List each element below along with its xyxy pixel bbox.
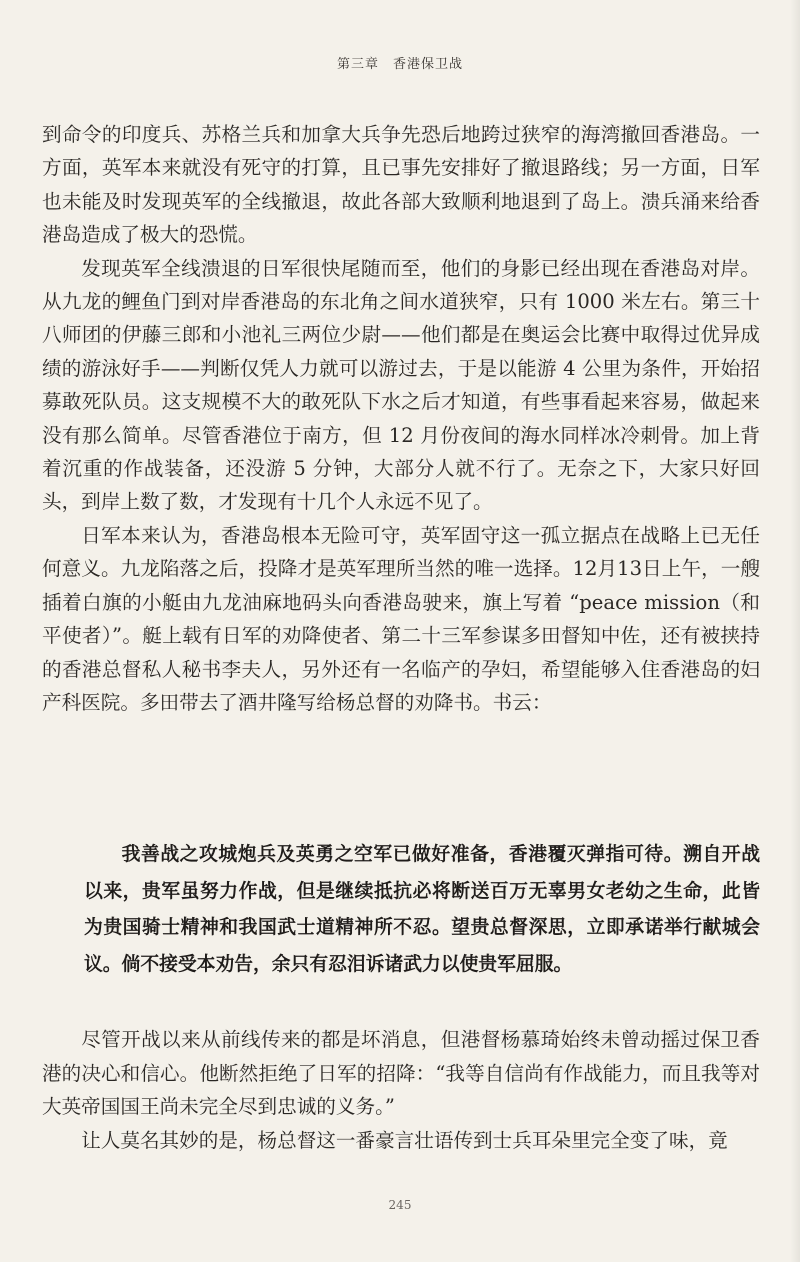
paragraph-5: 让人莫名其妙的是，杨总督这一番豪言壮语传到士兵耳朵里完全变了味，竟 xyxy=(81,1128,728,1152)
paragraph-2: 发现英军全线溃退的日军很快尾随而至，他们的身影已经出现在香港岛对岸。从九龙的鲤鱼门到对岸香港岛的东北角之间水道狭窄，只有 1000 米左右。第三十八师团的伊藤三郎和小池礼三两位少尉——他们都是在奥运会比赛中取得过优异成绩的游泳好手——判断仅凭人力就可以游过去，于是以能游 4 公里为条件，开始招募敢死队员。这支规模不大的敢死队下水之后才知道，有些事看起来容易，做起来没有那么简单。尽管香港位于南方，但 12 月份夜间的海水同样冰冷刺骨。加上背着沉重的作战装备，还没游 5 分钟，大部分人就不行了。无奈之下，大家只好回头，到岸上数了数，才发现有十几个人永远不见了。 xyxy=(42,256,760,514)
page-number: 245 xyxy=(388,1198,412,1212)
chapter-title: 香港保卫战 xyxy=(393,57,464,72)
page-edge-shadow xyxy=(790,0,800,1262)
block-quote xyxy=(84,836,760,982)
continuation-text xyxy=(42,1023,760,1157)
running-header xyxy=(0,53,800,72)
chapter-label: 第三章 xyxy=(336,57,379,72)
paragraph-3: 日军本来认为，香港岛根本无险可守，英军固守这一孤立据点在战略上已无任何意义。九龙陷落之后，投降才是英军理所当然的唯一选择。12月13日上午，一艘插着白旗的小艇由九龙油麻地码头向香港岛驶来，旗上写着 “peace mission（和平使者）”。艇上载有日军的劝降使者、第二十三军参谋多田督知中佐，还有被挟持的香港总督私人秘书李夫人，另外还有一名临产的孕妇，希望能够入住香港岛的妇产科医院。多田带去了酒井隆写给杨总督的劝降书。书云： xyxy=(42,523,760,714)
paragraph-1: 到命令的印度兵、苏格兰兵和加拿大兵争先恐后地跨过狭窄的海湾撤回香港岛。一方面，英军本来就没有死守的打算，且已事先安排好了撤退路线；另一方面，日军也未能及时发现英军的全线撤退，故此各部大致顺利地退到了岛上。溃兵涌来给香港岛造成了极大的恐慌。 xyxy=(42,123,760,247)
paragraph-4: 尽管开战以来从前线传来的都是坏消息，但港督杨慕琦始终未曾动摇过保卫香港的决心和信心。他断然拒绝了日军的招降：“我等自信尚有作战能力，而且我等对大英帝国国王尚未完全尽到忠诚的义务。” xyxy=(42,1028,760,1119)
main-text xyxy=(42,118,760,719)
quote-text: 我善战之攻城炮兵及英勇之空军已做好准备，香港覆灭弹指可待。溯自开战以来，贵军虽努力作战，但是继续抵抗必将断送百万无辜男女老幼之生命，此皆为贵国骑士精神和我国武士道精神所不忍。望贵总督深思，立即承诺举行献城会议。倘不接受本劝告，余只有忍泪诉诸武力以使贵军屈服。 xyxy=(84,843,760,975)
